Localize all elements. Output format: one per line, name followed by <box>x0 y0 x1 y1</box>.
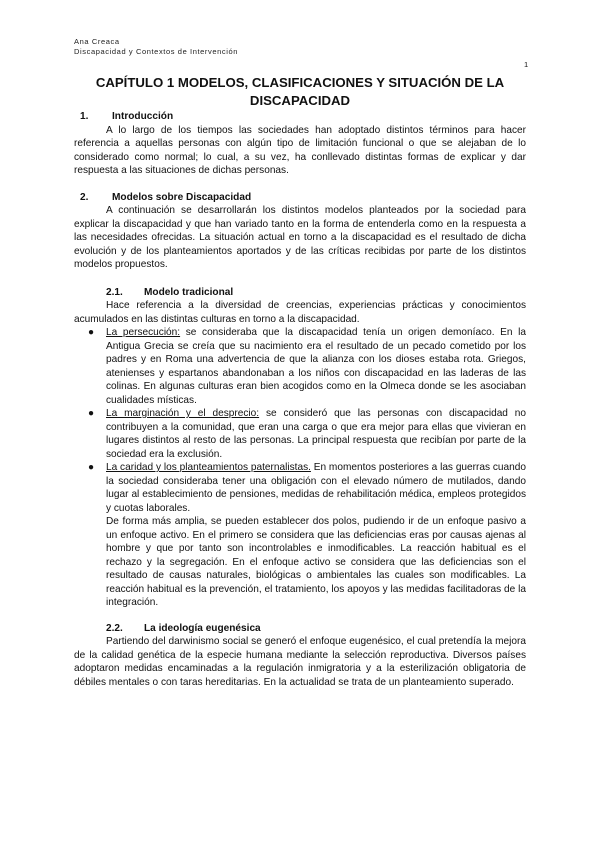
subsection-title: Modelo tradicional <box>144 286 234 298</box>
chapter-title: CAPÍTULO 1 MODELOS, CLASIFICACIONES Y SITUACIÓN DE LA DISCAPACIDAD <box>95 75 505 108</box>
bullet-list <box>74 326 526 515</box>
paragraph: A continuación se desarrollarán los distintos modelos planteados por la sociedad para explicar la discapacidad y que han variado tanto en la forma de entenderla como en la respuesta a las necesidades ofrecidas. La situación actual en torno a la discapacidad es el resultado de dicha evolución y de los planteamientos aportados y de las críticas recibidas por parte de los distintos modelos propuestos. <box>74 205 526 270</box>
section-number: 2. <box>80 191 89 203</box>
list-continuation <box>74 515 526 610</box>
list-item-label: La marginación y el desprecio: <box>106 408 260 419</box>
list-item-text: se consideró que las personas con discapacidad no contribuyen a la comunidad, que eran una carga o que era mejor para ellas que vivieran en lugares distintos al resto de las personas. La principal respuesta que recibían por parte de la sociedad era la exclusión. <box>106 408 526 460</box>
header-author: Ana Creaca <box>74 37 120 46</box>
header-subject: Discapacidad y Contextos de Intervención <box>74 47 239 56</box>
bullet-icon: ● <box>88 408 95 419</box>
paragraph: Hace referencia a la diversidad de creencias, experiencias prácticas y conocimientos acumulados en las distintas culturas en torno a la discapacidad. <box>74 300 526 325</box>
list-item <box>74 326 526 407</box>
document-body <box>74 110 526 689</box>
subsection-title: La ideología eugenésica <box>144 622 261 634</box>
list-item <box>74 407 526 461</box>
bullet-icon: ● <box>88 462 95 473</box>
page-number: 1 <box>524 60 529 69</box>
paragraph: Partiendo del darwinismo social se generó el enfoque eugenésico, el cual pretendía la mejora de la calidad genética de la especie humana mediante la selección reproductiva. Diversos países adoptaron medidas encaminadas a la regulación inmigratoria y a la esterilización obligatoria de débiles mentales o con taras hereditarias. En la actualidad se trata de un planteamiento superado. <box>74 636 526 688</box>
section-title: Modelos sobre Discapacidad <box>112 191 252 203</box>
list-item-text: En momentos posteriores a las guerras cuando la sociedad consideraba tener una obligación con el elevado número de mutilados, dando lugar al establecimiento de pensiones, medidas de rehabilitación médica, empleos protegidos y cuotas laborales. <box>106 462 526 514</box>
bullet-icon: ● <box>88 327 95 338</box>
subsection-number: 2.1. <box>106 286 123 298</box>
section-number: 1. <box>80 111 89 122</box>
paragraph: De forma más amplia, se pueden establecer dos polos, pudiendo ir de un enfoque pasivo a un enfoque activo. En el primero se considera que las deficiencias eras por causas ajenas al hombre y que por tanto son incontrolables e inmodificables. La reacción habitual es el rechazo y la segregación. En el enfoque activo se considera que las deficiencias son el resultado de causas naturales, biológicas o ambientales las cuales son modificables. La reacción habitual es la prevención, el tratamiento, los apoyos y las medidas facilitadoras de la integración. <box>106 516 526 608</box>
list-item-label: La caridad y los planteamientos paternalistas. <box>106 462 311 473</box>
list-item-text: se consideraba que la discapacidad tenía un origen demoníaco. En la Antigua Grecia se creía que su nacimiento era el resultado de un pecado cometido por los padres y en Roma una advertencia de que la alianza con los dioses estaba rota. Griegos, atenienses y espartanos abandonaban a los niños con discapacidad en las laderas de las colinas. En algunas culturas eran bien acogidos como en la Olmeca donde se les asociaban cualidades místicas. <box>106 327 526 406</box>
section-heading-1 <box>74 110 526 124</box>
subsection-number: 2.2. <box>106 622 123 634</box>
paragraph: A lo largo de los tiempos las sociedades han adoptado distintos términos para hacer referencia a aquellas personas con algún tipo de limitación funcional o que se alejaban de lo considerado como normal; lo cual, a su vez, ha conllevado distintas formas de explicar y dar respuesta a las situaciones de dichas personas. <box>74 124 526 176</box>
section-heading-2 <box>74 191 526 205</box>
list-item-label: La persecución: <box>106 327 181 338</box>
subsection-heading-2-2 <box>74 622 526 636</box>
subsection-heading-2-1 <box>74 286 526 300</box>
list-item <box>74 461 526 515</box>
section-title: Introducción <box>112 111 174 122</box>
